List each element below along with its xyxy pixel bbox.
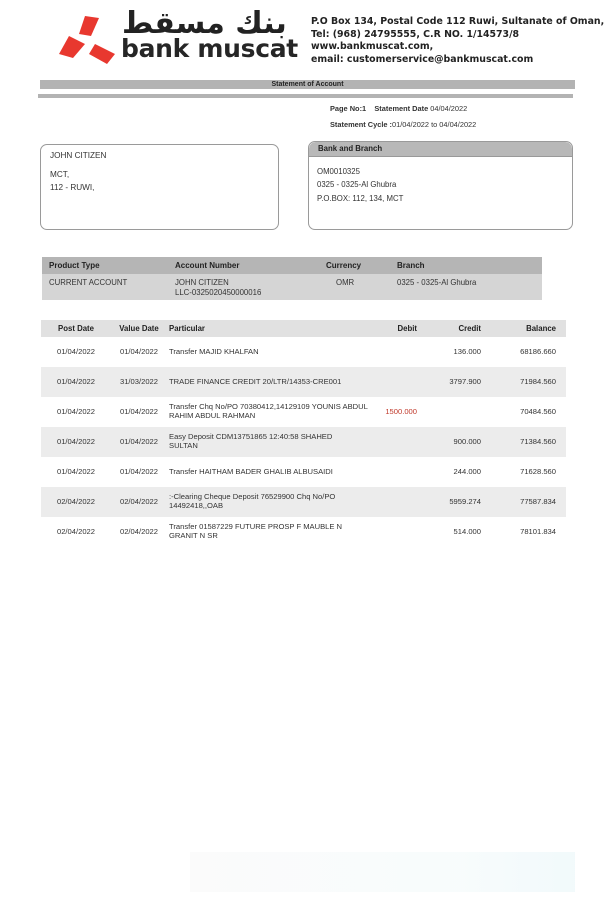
header-debit: Debit (397, 324, 417, 333)
credit: 5959.274 (449, 497, 481, 506)
statement-date-label: Statement Date (374, 104, 429, 113)
account-number: LLC-0325020450000016 (175, 288, 262, 297)
header-currency: Currency (326, 261, 362, 270)
credit: 136.000 (453, 347, 481, 356)
credit: 900.000 (453, 437, 481, 446)
transaction-row (41, 337, 566, 367)
product-type: CURRENT ACCOUNT (49, 278, 128, 287)
customer-address-line: MCT, (50, 170, 70, 179)
credit: 3797.900 (449, 377, 481, 386)
value-date: 01/04/2022 (119, 467, 158, 476)
balance: 68186.660 (520, 347, 556, 356)
balance: 71984.560 (520, 377, 556, 386)
credit: 244.000 (453, 467, 481, 476)
particular: Transfer MAJID KHALFAN (169, 347, 259, 356)
account-name: JOHN CITIZEN (175, 278, 229, 287)
value-date: 02/04/2022 (119, 527, 158, 536)
branch: 0325 - 0325-Al Ghubra (397, 278, 477, 287)
statement-cycle-value: 01/04/2022 to 04/04/2022 (392, 120, 477, 129)
post-date: 01/04/2022 (56, 407, 95, 416)
contact-phone: Tel: (968) 24795555, C.R NO. 1/14573/8 (311, 28, 520, 40)
bank-branch-box (308, 141, 573, 230)
header-product-type: Product Type (49, 261, 100, 270)
customer-name: JOHN CITIZEN (50, 151, 107, 160)
balance: 77587.834 (520, 497, 556, 506)
balance: 71628.560 (520, 467, 556, 476)
post-date: 01/04/2022 (56, 377, 95, 386)
post-date: 01/04/2022 (56, 347, 95, 356)
header-credit: Credit (458, 324, 481, 333)
header-branch: Branch (397, 261, 425, 270)
statement-title: Statement of Account (271, 81, 344, 88)
contact-email: email: customerservice@bankmuscat.com (311, 53, 534, 65)
contact-address: P.O Box 134, Postal Code 112 Ruwi, Sultanate of Oman, (311, 16, 605, 27)
divider (38, 94, 573, 98)
balance: 71384.560 (520, 437, 556, 446)
transaction-row (41, 427, 566, 457)
statement-page-date (330, 104, 467, 113)
credit: 514.000 (453, 527, 481, 536)
header-particular: Particular (169, 324, 205, 333)
particular: Transfer 01587229 FUTURE PROSP F MAUBLE N GRANIT N SR (169, 522, 343, 540)
header-account-number: Account Number (175, 261, 240, 270)
value-date: 01/04/2022 (119, 347, 158, 356)
page-number: 1 (362, 104, 367, 113)
logo-text: bank muscat (121, 34, 298, 63)
customer-address-box (40, 144, 279, 230)
statement-date: 04/04/2022 (430, 104, 468, 113)
faint-watermark (190, 852, 575, 892)
particular: Easy Deposit CDM13751865 12:40:58 SHAHED SULTAN (169, 432, 333, 450)
balance: 70484.560 (520, 407, 556, 416)
particular: TRADE FINANCE CREDIT 20/LTR/14353-CRE001 (169, 377, 342, 386)
currency: OMR (336, 278, 355, 287)
transaction-row (41, 397, 566, 427)
header-balance: Balance (526, 324, 556, 333)
particular: Transfer HAITHAM BADER GHALIB ALBUSAIDI (169, 467, 333, 476)
statement-cycle-label: Statement Cycle : (330, 120, 393, 129)
transactions-header (41, 320, 566, 337)
value-date: 01/04/2022 (119, 407, 158, 416)
bank-branch-title: Bank and Branch (309, 142, 572, 157)
particular: :-Clearing Cheque Deposit 76529900 Chq No/PO 14492418,,OAB (169, 492, 336, 510)
customer-address-line: 112 - RUWI, (50, 183, 95, 192)
transaction-row (41, 517, 566, 547)
account-table-header (42, 257, 542, 274)
transaction-row (41, 367, 566, 397)
account-summary-table (42, 257, 542, 300)
statement-title-band (40, 80, 575, 89)
branch-name: 0325 - 0325-Al Ghubra (317, 180, 397, 189)
transaction-row (41, 457, 566, 487)
statement-cycle (330, 120, 476, 129)
particular: Transfer Chq No/PO 70380412,14129109 YOUNIS ABDUL RAHIM ABDUL RAHMAN (169, 402, 368, 420)
post-date: 02/04/2022 (56, 497, 95, 506)
header-post-date: Post Date (58, 324, 94, 333)
bank-contact-info (311, 16, 604, 66)
contact-website: www.bankmuscat.com, (311, 41, 434, 52)
page-label: Page No: (330, 104, 363, 113)
balance: 78101.834 (520, 527, 556, 536)
value-date: 02/04/2022 (119, 497, 158, 506)
branch-pobox: P.O.BOX: 112, 134, MCT (317, 194, 404, 203)
post-date: 02/04/2022 (56, 527, 95, 536)
bank-logo-icon (55, 14, 117, 66)
post-date: 01/04/2022 (56, 437, 95, 446)
logo-arabic-text: بنك مسقط (122, 6, 287, 41)
debit: 1500.000 (385, 407, 417, 416)
transactions-table (41, 320, 566, 547)
account-table-row (42, 274, 542, 300)
transaction-row (41, 487, 566, 517)
post-date: 01/04/2022 (56, 467, 95, 476)
header-value-date: Value Date (119, 324, 159, 333)
value-date: 01/04/2022 (119, 437, 158, 446)
value-date: 31/03/2022 (119, 377, 158, 386)
branch-code: OM0010325 (317, 167, 360, 176)
